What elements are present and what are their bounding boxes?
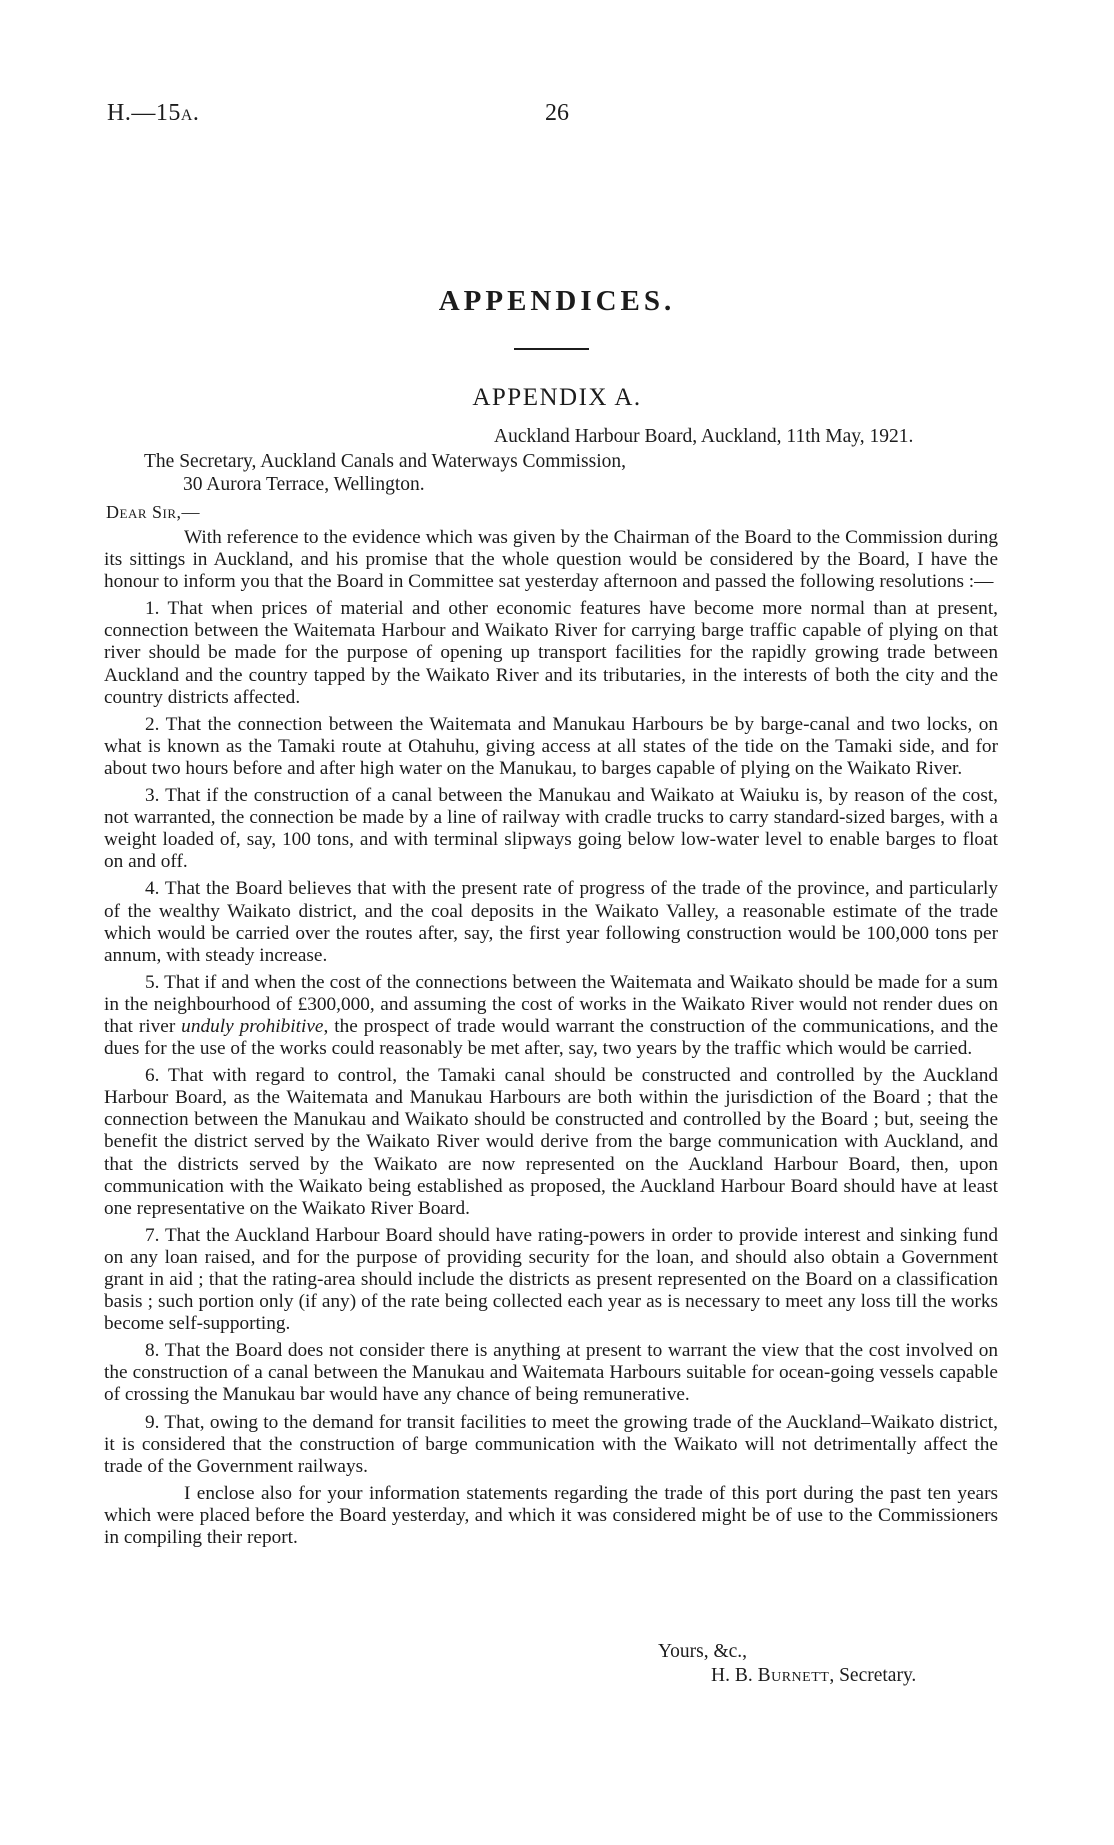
valediction: Yours, &c.,	[658, 1641, 748, 1662]
signature-initials: H. B.	[711, 1665, 758, 1686]
resolution-paragraph: 7. That the Auckland Harbour Board should have rating-powers in order to provide interest and sinking fund on any loan raised, and for the purpose of providing security for the loan, and should also obtain a Government grant in aid ; that the rating-area should include the districts as present represented on the Board on a classification basis ; such portion only (if any) of the rate being collected each year as is necessary to meet any loss till the works become self-supporting.	[104, 1224, 998, 1335]
resolution-paragraph: 3. That if the construction of a canal between the Manukau and Waikato at Waiuku is, by reason of the cost, not warranted, the connection be made by a line of railway with cradle trucks to carry standard-sized barges, with a weight loaded of, say, 100 tons, and with terminal slipways going below low-water level to enable barges to float on and off.	[104, 785, 998, 873]
intro-paragraph: With reference to the evidence which was given by the Chairman of the Board to the Commission during its sittings in Auckland, and his promise that the whole question would be considered by the Board, I have the honour to inform you that the Board in Committee sat yesterday afternoon and passed the following resolutions :—	[104, 527, 998, 593]
letter-addressee	[144, 450, 626, 496]
resolution-paragraph	[104, 972, 998, 1060]
document-reference	[107, 100, 199, 127]
signature	[658, 1664, 916, 1688]
reference-code: H.—15	[107, 100, 181, 126]
title-divider	[514, 348, 589, 350]
letter-body	[104, 527, 998, 1554]
resolution-paragraph: 4. That the Board believes that with the present rate of progress of the trade of the province, and particularly of the wealthy Waikato district, and the coal deposits in the Waikato Valley, a reasonable estimate of the trade which would be carried over the routes after, say, the first year following construction would be 100,000 tons per annum, with steady increase.	[104, 878, 998, 966]
addressee-address: 30 Aurora Terrace, Wellington.	[183, 474, 425, 495]
signature-title: , Secretary.	[829, 1665, 917, 1686]
resolution-paragraph: 8. That the Board does not consider there is anything at present to warrant the view that the cost involved on the construction of a canal between the Manukau and Waitemata Harbours suitable for ocean-going vessels capable of crossing the Manukau bar would have any chance of being remunerative.	[104, 1340, 998, 1406]
reference-end: .	[192, 100, 200, 126]
closing-paragraph: I enclose also for your information statements regarding the trade of this port during the past ten years which were placed before the Board yesterday, and which it was considered might be of use to the Commissioners in compiling their report.	[104, 1482, 998, 1549]
emphasis-text: unduly prohibitive	[181, 1015, 324, 1037]
resolution-paragraph: 9. That, owing to the demand for transit facilities to meet the growing trade of the Auckland–Waikato district, it is considered that the construction of barge communication with the Waikato will not detrimentally affect the trade of the Government railways.	[104, 1411, 998, 1477]
signature-surname: Burnett	[757, 1665, 830, 1686]
resolution-paragraph: 6. That with regard to control, the Tamaki canal should be constructed and controlled by the Auckland Harbour Board, as the Waitemata and Manukau Harbours are both within the jurisdiction of the Board ; that the connection between the Manukau and Waikato should be constructed and controlled by the Board ; but, seeing the benefit the district served by the Waikato River would derive from the barge communication with Auckland, and that the districts served by the Waikato are now represented on the Auckland Harbour Board, then, upon communication with the Waikato being established as proposed, the Auckland Harbour Board should have at least one representative on the Waikato River Board.	[104, 1065, 998, 1219]
addressee-line: The Secretary, Auckland Canals and Waterways Commission,	[144, 451, 627, 472]
resolution-text: 5. That if and when the cost of the connections between the Waitemata and Waikato should be made for a sum in the neighbourhood of £300,000, and assuming the cost of works in the Waikato River would not render dues on that river	[104, 971, 998, 1037]
resolution-text: , the prospect of trade would warrant the construction of the communications, and the dues for the use of the works could reasonably be met after, say, two years by the traffic which would be carried.	[104, 1015, 998, 1060]
letter-closing	[658, 1640, 916, 1688]
appendix-heading: APPENDIX A.	[472, 384, 642, 411]
reference-suffix: A	[180, 107, 193, 124]
resolution-paragraph: 1. That when prices of material and other economic features have become more normal than at present, connection between the Waitemata Harbour and Waikato River for carrying barge traffic capable of plying on that river should be made for the purpose of opening up transport facilities for the rapidly growing trade between Auckland and the country tapped by the Waikato River and its tributaries, in the interests of both the city and the country districts affected.	[104, 598, 998, 708]
page-number: 26	[545, 100, 569, 126]
page-title: APPENDICES.	[438, 285, 676, 317]
resolution-paragraph: 2. That the connection between the Waitemata and Manukau Harbours be by barge-canal and two locks, on what is known as the Tamaki route at Otahuhu, giving access at all states of the tide on the Tamaki side, and for about two hours before and after high water on the Manukau, to barges capable of plying on the Waikato River.	[104, 713, 998, 779]
letter-date-line: Auckland Harbour Board, Auckland, 11th May, 1921.	[494, 426, 914, 447]
letter-salutation: Dear Sir,—	[106, 502, 201, 522]
